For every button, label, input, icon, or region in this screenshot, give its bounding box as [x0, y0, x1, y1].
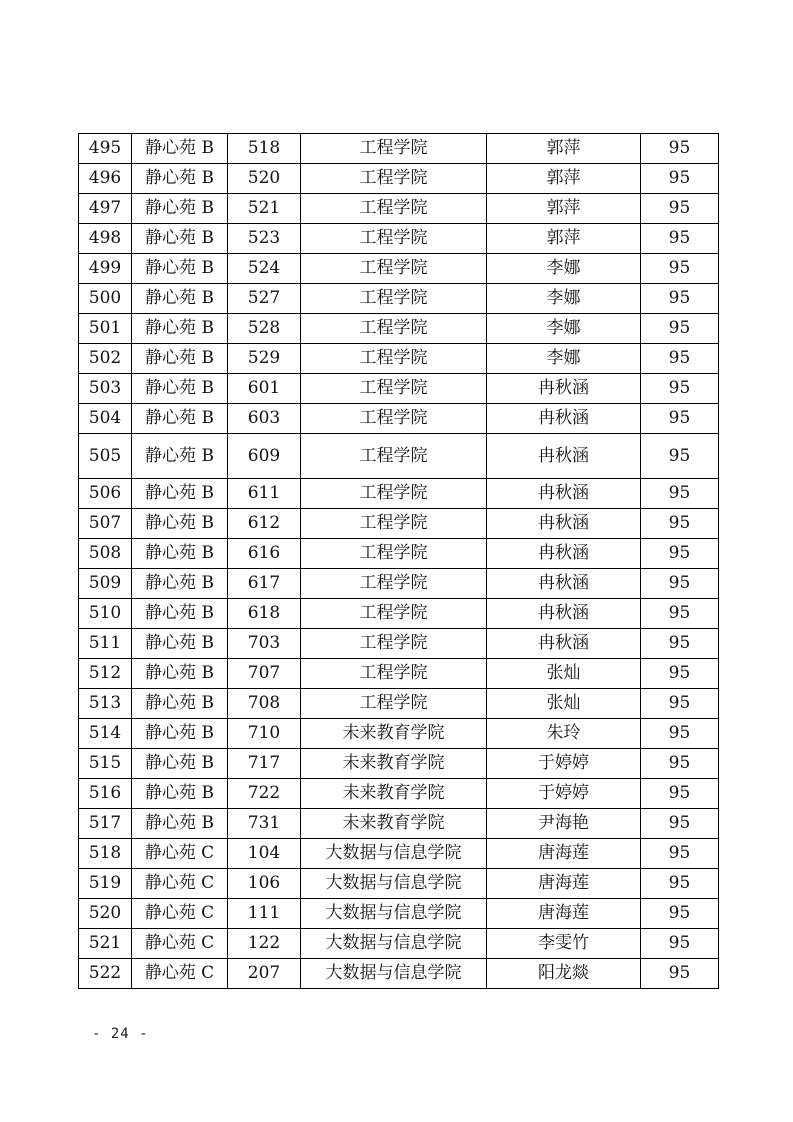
cell-room: 520	[228, 164, 301, 194]
cell-building: 静心苑 B	[132, 479, 228, 509]
table-row	[79, 434, 719, 479]
cell-seq: 514	[79, 719, 132, 749]
cell-score: 95	[641, 569, 719, 599]
cell-room: 524	[228, 254, 301, 284]
cell-seq: 516	[79, 779, 132, 809]
cell-college: 工程学院	[301, 224, 487, 254]
cell-score: 95	[641, 719, 719, 749]
cell-building: 静心苑 B	[132, 374, 228, 404]
cell-score: 95	[641, 314, 719, 344]
cell-score: 95	[641, 194, 719, 224]
cell-counselor: 唐海莲	[487, 869, 641, 899]
cell-seq: 498	[79, 224, 132, 254]
cell-counselor: 阳龙燚	[487, 959, 641, 989]
table-row	[79, 134, 719, 164]
cell-counselor: 朱玲	[487, 719, 641, 749]
cell-college: 大数据与信息学院	[301, 869, 487, 899]
cell-college: 工程学院	[301, 689, 487, 719]
cell-building: 静心苑 B	[132, 659, 228, 689]
table-row	[79, 374, 719, 404]
cell-counselor: 郭萍	[487, 134, 641, 164]
table-row	[79, 314, 719, 344]
cell-room: 518	[228, 134, 301, 164]
cell-counselor: 冉秋涵	[487, 509, 641, 539]
cell-counselor: 张灿	[487, 689, 641, 719]
cell-score: 95	[641, 434, 719, 479]
cell-seq: 499	[79, 254, 132, 284]
cell-counselor: 郭萍	[487, 224, 641, 254]
table-row	[79, 719, 719, 749]
cell-college: 工程学院	[301, 254, 487, 284]
table-row	[79, 224, 719, 254]
cell-score: 95	[641, 509, 719, 539]
table-row	[79, 194, 719, 224]
cell-room: 609	[228, 434, 301, 479]
cell-room: 207	[228, 959, 301, 989]
cell-seq: 497	[79, 194, 132, 224]
cell-seq: 517	[79, 809, 132, 839]
table-row	[79, 344, 719, 374]
cell-counselor: 冉秋涵	[487, 569, 641, 599]
cell-building: 静心苑 B	[132, 344, 228, 374]
cell-score: 95	[641, 254, 719, 284]
cell-score: 95	[641, 374, 719, 404]
cell-counselor: 李雯竹	[487, 929, 641, 959]
cell-counselor: 李娜	[487, 314, 641, 344]
cell-building: 静心苑 B	[132, 404, 228, 434]
cell-college: 未来教育学院	[301, 719, 487, 749]
cell-seq: 502	[79, 344, 132, 374]
cell-building: 静心苑 B	[132, 134, 228, 164]
table-row	[79, 284, 719, 314]
table-row	[79, 254, 719, 284]
cell-score: 95	[641, 224, 719, 254]
cell-room: 731	[228, 809, 301, 839]
cell-room: 717	[228, 749, 301, 779]
table-row	[79, 164, 719, 194]
cell-counselor: 冉秋涵	[487, 404, 641, 434]
cell-score: 95	[641, 284, 719, 314]
cell-college: 工程学院	[301, 659, 487, 689]
cell-seq: 511	[79, 629, 132, 659]
cell-seq: 512	[79, 659, 132, 689]
cell-room: 703	[228, 629, 301, 659]
table-row	[79, 599, 719, 629]
score-table-body	[79, 134, 719, 989]
cell-seq: 515	[79, 749, 132, 779]
cell-counselor: 冉秋涵	[487, 434, 641, 479]
cell-seq: 510	[79, 599, 132, 629]
table-row	[79, 509, 719, 539]
cell-room: 722	[228, 779, 301, 809]
cell-college: 工程学院	[301, 134, 487, 164]
cell-seq: 521	[79, 929, 132, 959]
cell-building: 静心苑 B	[132, 164, 228, 194]
table-row	[79, 959, 719, 989]
cell-counselor: 张灿	[487, 659, 641, 689]
cell-counselor: 李娜	[487, 254, 641, 284]
cell-room: 527	[228, 284, 301, 314]
cell-seq: 509	[79, 569, 132, 599]
table-row	[79, 869, 719, 899]
cell-college: 工程学院	[301, 344, 487, 374]
cell-seq: 500	[79, 284, 132, 314]
cell-score: 95	[641, 539, 719, 569]
cell-room: 528	[228, 314, 301, 344]
cell-building: 静心苑 C	[132, 959, 228, 989]
cell-building: 静心苑 B	[132, 254, 228, 284]
cell-score: 95	[641, 659, 719, 689]
cell-score: 95	[641, 749, 719, 779]
cell-college: 大数据与信息学院	[301, 959, 487, 989]
cell-counselor: 李娜	[487, 344, 641, 374]
cell-college: 未来教育学院	[301, 809, 487, 839]
table-row	[79, 749, 719, 779]
cell-building: 静心苑 B	[132, 434, 228, 479]
cell-counselor: 冉秋涵	[487, 479, 641, 509]
cell-building: 静心苑 B	[132, 689, 228, 719]
cell-college: 工程学院	[301, 284, 487, 314]
cell-seq: 501	[79, 314, 132, 344]
cell-building: 静心苑 B	[132, 509, 228, 539]
cell-seq: 496	[79, 164, 132, 194]
cell-college: 工程学院	[301, 479, 487, 509]
cell-room: 611	[228, 479, 301, 509]
cell-room: 618	[228, 599, 301, 629]
cell-score: 95	[641, 344, 719, 374]
cell-counselor: 唐海莲	[487, 839, 641, 869]
table-row	[79, 779, 719, 809]
cell-room: 122	[228, 929, 301, 959]
cell-counselor: 冉秋涵	[487, 629, 641, 659]
cell-score: 95	[641, 134, 719, 164]
cell-score: 95	[641, 899, 719, 929]
cell-counselor: 唐海莲	[487, 899, 641, 929]
cell-building: 静心苑 B	[132, 539, 228, 569]
cell-score: 95	[641, 404, 719, 434]
page-number: - 24 -	[92, 1026, 149, 1042]
cell-room: 710	[228, 719, 301, 749]
cell-score: 95	[641, 959, 719, 989]
cell-score: 95	[641, 869, 719, 899]
cell-counselor: 郭萍	[487, 194, 641, 224]
cell-room: 612	[228, 509, 301, 539]
cell-building: 静心苑 B	[132, 749, 228, 779]
table-row	[79, 809, 719, 839]
table-row	[79, 689, 719, 719]
cell-college: 工程学院	[301, 539, 487, 569]
table-row	[79, 479, 719, 509]
cell-building: 静心苑 B	[132, 314, 228, 344]
table-row	[79, 539, 719, 569]
cell-seq: 518	[79, 839, 132, 869]
cell-seq: 505	[79, 434, 132, 479]
cell-seq: 513	[79, 689, 132, 719]
cell-college: 工程学院	[301, 194, 487, 224]
cell-seq: 520	[79, 899, 132, 929]
cell-college: 工程学院	[301, 314, 487, 344]
cell-counselor: 冉秋涵	[487, 374, 641, 404]
cell-score: 95	[641, 689, 719, 719]
table-row	[79, 569, 719, 599]
cell-seq: 495	[79, 134, 132, 164]
cell-building: 静心苑 B	[132, 569, 228, 599]
cell-college: 工程学院	[301, 404, 487, 434]
cell-counselor: 冉秋涵	[487, 599, 641, 629]
cell-building: 静心苑 C	[132, 929, 228, 959]
cell-room: 106	[228, 869, 301, 899]
table-row	[79, 659, 719, 689]
cell-room: 707	[228, 659, 301, 689]
table-row	[79, 839, 719, 869]
cell-building: 静心苑 C	[132, 839, 228, 869]
cell-room: 617	[228, 569, 301, 599]
cell-counselor: 尹海艳	[487, 809, 641, 839]
cell-building: 静心苑 B	[132, 629, 228, 659]
cell-room: 523	[228, 224, 301, 254]
cell-college: 未来教育学院	[301, 779, 487, 809]
cell-college: 大数据与信息学院	[301, 899, 487, 929]
cell-room: 601	[228, 374, 301, 404]
table-row	[79, 899, 719, 929]
cell-college: 工程学院	[301, 569, 487, 599]
cell-score: 95	[641, 929, 719, 959]
cell-building: 静心苑 B	[132, 599, 228, 629]
cell-seq: 508	[79, 539, 132, 569]
cell-score: 95	[641, 599, 719, 629]
table-row	[79, 629, 719, 659]
cell-seq: 519	[79, 869, 132, 899]
cell-building: 静心苑 B	[132, 194, 228, 224]
cell-counselor: 于婷婷	[487, 779, 641, 809]
cell-counselor: 李娜	[487, 284, 641, 314]
cell-building: 静心苑 B	[132, 779, 228, 809]
cell-seq: 503	[79, 374, 132, 404]
cell-room: 104	[228, 839, 301, 869]
cell-room: 616	[228, 539, 301, 569]
cell-building: 静心苑 B	[132, 719, 228, 749]
cell-college: 工程学院	[301, 599, 487, 629]
cell-college: 未来教育学院	[301, 749, 487, 779]
cell-college: 工程学院	[301, 374, 487, 404]
cell-room: 111	[228, 899, 301, 929]
cell-college: 工程学院	[301, 629, 487, 659]
cell-college: 工程学院	[301, 509, 487, 539]
cell-seq: 522	[79, 959, 132, 989]
cell-building: 静心苑 C	[132, 899, 228, 929]
cell-seq: 506	[79, 479, 132, 509]
cell-score: 95	[641, 479, 719, 509]
score-table	[78, 133, 719, 989]
cell-room: 708	[228, 689, 301, 719]
cell-counselor: 于婷婷	[487, 749, 641, 779]
cell-score: 95	[641, 164, 719, 194]
cell-room: 521	[228, 194, 301, 224]
cell-score: 95	[641, 839, 719, 869]
table-row	[79, 929, 719, 959]
cell-score: 95	[641, 629, 719, 659]
cell-college: 工程学院	[301, 164, 487, 194]
cell-room: 529	[228, 344, 301, 374]
cell-building: 静心苑 B	[132, 809, 228, 839]
cell-seq: 504	[79, 404, 132, 434]
cell-building: 静心苑 B	[132, 224, 228, 254]
cell-building: 静心苑 C	[132, 869, 228, 899]
cell-college: 大数据与信息学院	[301, 839, 487, 869]
cell-room: 603	[228, 404, 301, 434]
cell-college: 工程学院	[301, 434, 487, 479]
cell-college: 大数据与信息学院	[301, 929, 487, 959]
cell-seq: 507	[79, 509, 132, 539]
table-row	[79, 404, 719, 434]
cell-counselor: 郭萍	[487, 164, 641, 194]
cell-score: 95	[641, 779, 719, 809]
cell-building: 静心苑 B	[132, 284, 228, 314]
cell-score: 95	[641, 809, 719, 839]
cell-counselor: 冉秋涵	[487, 539, 641, 569]
